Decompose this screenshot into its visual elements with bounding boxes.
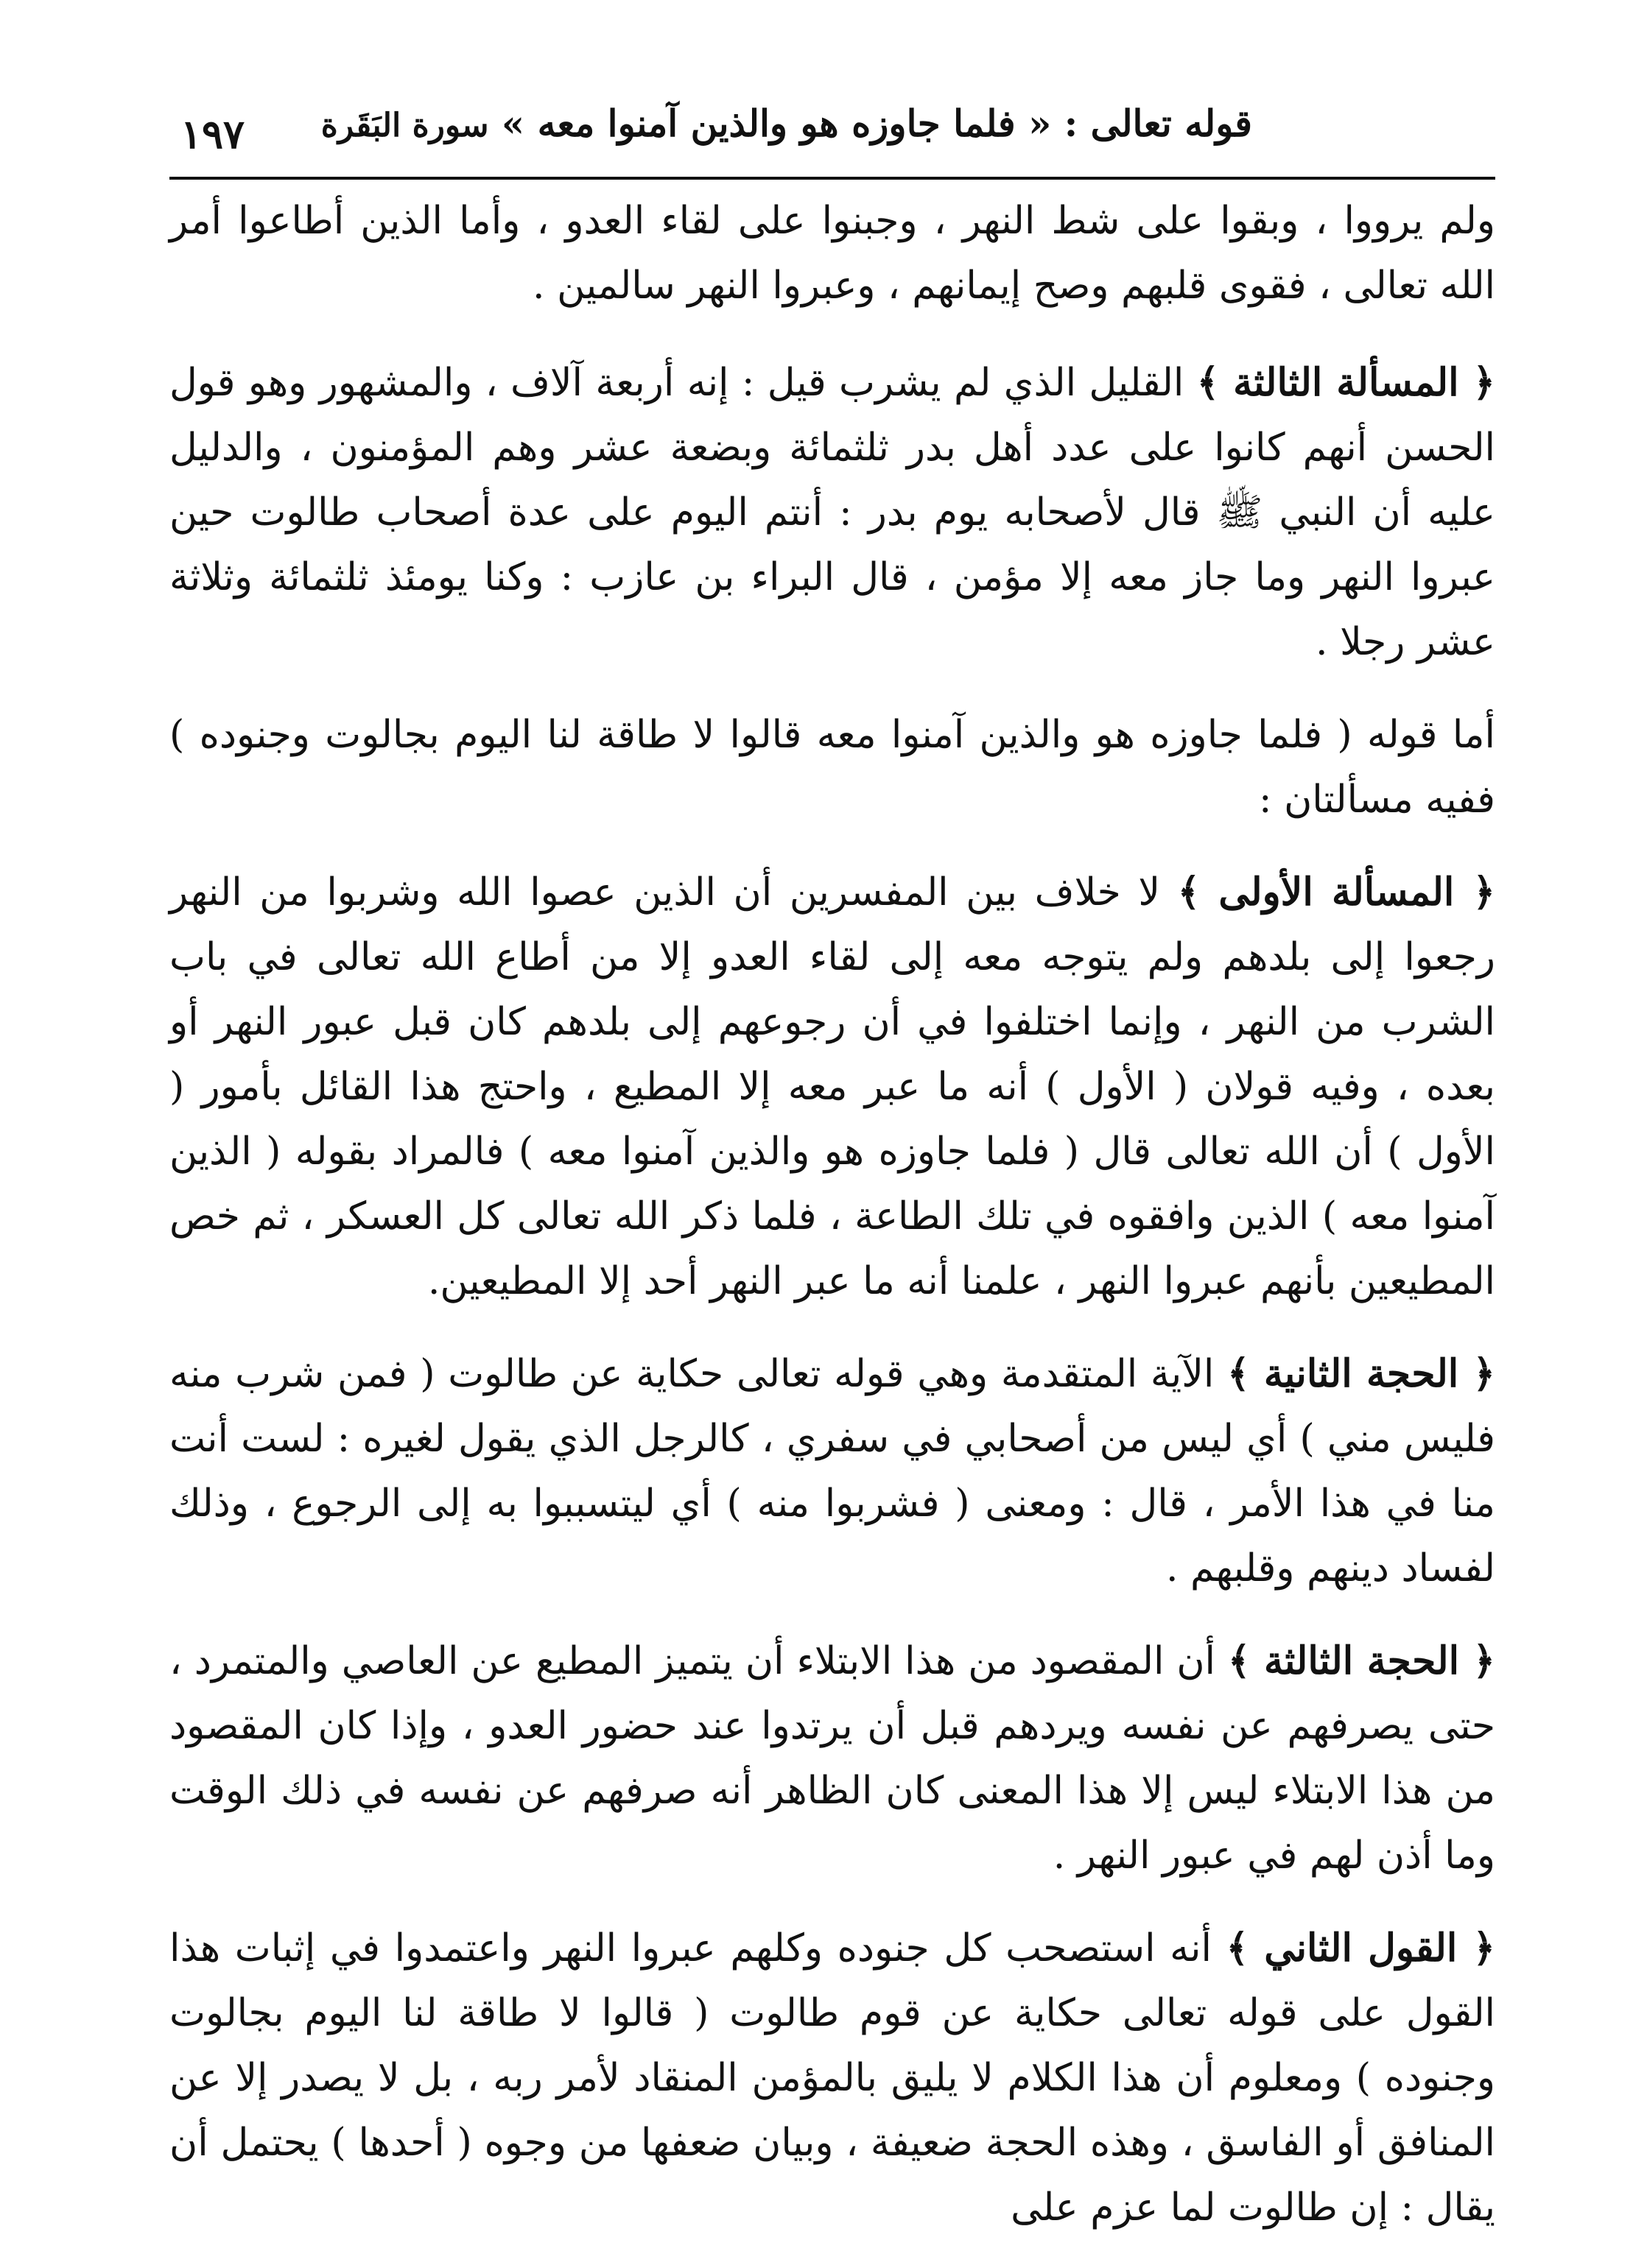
section-label: ﴿ الحجة الثالثة ﴾ bbox=[1227, 1638, 1496, 1683]
paragraph-text: الآية المتقدمة وهي قوله تعالى حكاية عن طالوت ( فمن شرب منه فليس مني ) أي ليس من أصحابي في سفري ، كالرجل الذي يقول لغيره : لست أنت منا في هذا الأمر ، قال : ومعنى ( فشربوا منه ) أي ليتسببوا به إلى الرجوع ، وذلك لفساد دينهم وقلبهم . bbox=[169, 1352, 1495, 1591]
paragraph bbox=[169, 351, 1495, 675]
section-label: ﴿ المسألة الثالثة ﴾ bbox=[1196, 360, 1496, 405]
paragraph bbox=[169, 1342, 1495, 1601]
section-label: ﴿ القول الثاني ﴾ bbox=[1226, 1926, 1495, 1971]
paragraph-text: لا خلاف بين المفسرين أن الذين عصوا الله وشربوا من النهر رجعوا إلى بلدهم ولم يتوجه معه إلى لقاء العدو إلا من أطاع الله تعالى في باب الشرب من النهر ، وإنما اختلفوا في أن رجوعهم إلى بلدهم كان قبل عبور النهر أو بعده ، وفيه قولان ( الأول ) أنه ما عبر معه إلا المطيع ، واحتج هذا القائل بأمور ( الأول ) أن الله تعالى قال ( فلما جاوزه هو والذين آمنوا معه ) فالمراد بقوله ( الذين آمنوا معه ) الذين وافقوه في تلك الطاعة ، فلما ذكر الله تعالى كل العسكر ، ثم خص المطيعين بأنهم عبروا النهر ، علمنا أنه ما عبر النهر أحد إلا المطيعين. bbox=[169, 870, 1495, 1303]
header-rule bbox=[169, 177, 1495, 180]
paragraph bbox=[169, 1916, 1495, 2240]
page-header bbox=[169, 88, 1495, 177]
paragraph-text: ولم يرووا ، وبقوا على شط النهر ، وجبنوا على لقاء العدو ، وأما الذين أطاعوا أمر الله تعالى ، فقوى قلبهم وصح إيمانهم ، وعبروا النهر سالمين . bbox=[169, 199, 1495, 308]
paragraph bbox=[169, 1629, 1495, 1888]
paragraph-text: أما قوله ( فلما جاوزه هو والذين آمنوا معه قالوا لا طاقة لنا اليوم بجالوت وجنوده ) ففيه مسألتان : bbox=[169, 713, 1495, 822]
page-number: ١٩٧ bbox=[180, 110, 245, 158]
book-page bbox=[169, 88, 1495, 2268]
paragraph bbox=[169, 189, 1495, 318]
paragraph-text: القليل الذي لم يشرب قيل : إنه أربعة آلاف ، والمشهور وهو قول الحسن أنهم كانوا على عدد أهل بدر ثلثمائة وبضعة عشر وهم المؤمنون ، والدليل عليه أن النبي ﷺ قال لأصحابه يوم بدر : أنتم اليوم على عدة أصحاب طالوت حين عبروا النهر وما جاز معه إلا مؤمن ، قال البراء بن عازب : وكنا يومئذ ثلثمائة وثلاثة عشر رجلا . bbox=[169, 361, 1495, 664]
section-label: ﴿ الحجة الثانية ﴾ bbox=[1227, 1351, 1495, 1396]
section-label: ﴿ المسألة الأولى ﴾ bbox=[1177, 870, 1496, 915]
paragraph-text: أنه استصحب كل جنوده وكلهم عبروا النهر واعتمدوا في إثبات هذا القول على قوله تعالى حكاية عن قوم طالوت ( قالوا لا طاقة لنا اليوم بجالوت وجنوده ) ومعلوم أن هذا الكلام لا يليق بالمؤمن المنقاد لأمر ربه ، بل لا يصدر إلا عن المنافق أو الفاسق ، وهذه الحجة ضعيفة ، وبيان ضعفها من وجوه ( أحدها ) يحتمل أن يقال : إن طالوت لما عزم على bbox=[169, 1926, 1495, 2230]
header-title: قوله تعالى : « فلما جاوزه هو والذين آمنوا معه » bbox=[501, 102, 1252, 145]
running-header bbox=[321, 102, 1252, 145]
paragraph bbox=[169, 860, 1495, 1314]
page-body bbox=[169, 189, 1495, 2240]
paragraph-text: أن المقصود من هذا الابتلاء أن يتميز المطيع عن العاصي والمتمرد ، حتى يصرفهم عن نفسه ويردهم قبل أن يرتدوا عند حضور العدو ، وإذا كان المقصود من هذا الابتلاء ليس إلا هذا المعنى كان الظاهر أنه صرفهم عن نفسه في ذلك الوقت وما أذن لهم في عبور النهر . bbox=[169, 1639, 1495, 1878]
paragraph bbox=[169, 702, 1495, 832]
header-surah: سورة البَقَرة bbox=[320, 107, 489, 144]
